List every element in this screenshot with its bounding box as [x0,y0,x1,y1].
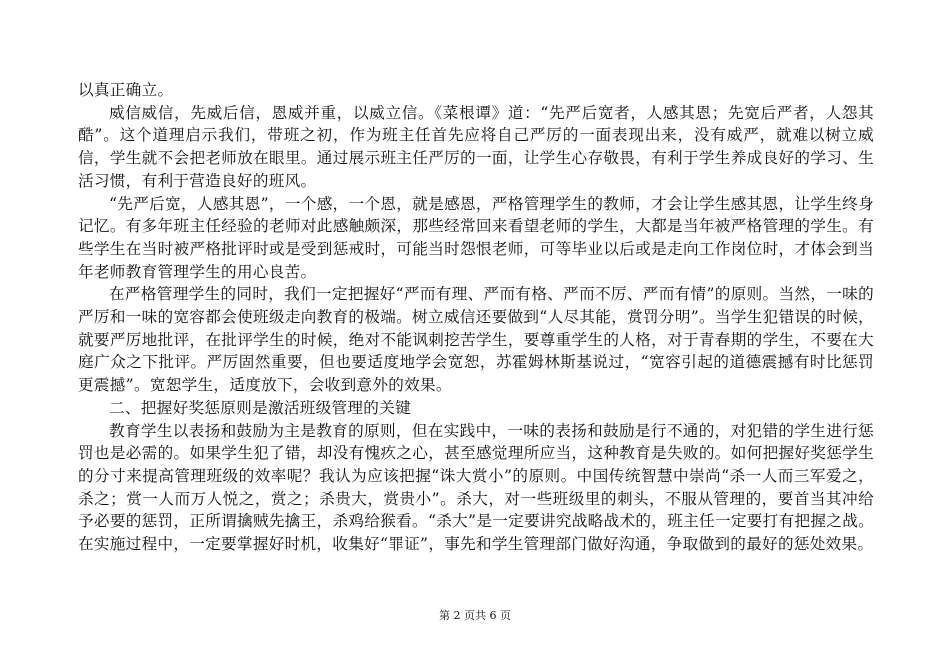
paragraph-principles: 在严格管理学生的同时，我们一定把握好“严而有理、严而有格、严而不厉、严而有情”的原则。当然，一味的严厉和一味的宽容都会使班级走向教育的极端。树立威信还要做到“人尽其能，赏罚分明”。当学生犯错误的时候，就要严厉地批评，在批评学生的时候，绝对不能讽刺挖苦学生，要尊重学生的人格，对于青春期的学生，不要在大庭广众之下批评。严厉固然重要，但也要适度地学会宽恕，苏霍姆林斯基说过，“宽容引起的道德震撼有时比惩罚更震撼”。宽恕学生，适度放下，会收到意外的效果。 [78,285,874,395]
section-heading: 二、把握好奖惩原则是激活班级管理的关键 [109,398,411,417]
paragraph-gratitude: “先严后宽，人感其恩”，一个感，一个恩，就是感恩，严格管理学生的教师，才会让学生感其恩，让学生终身记忆。有多年班主任经验的老师对此感触颇深，那些经常回来看望老师的学生，大都是当年被严格管理的学生。有些学生在当时被严格批评时或是受到惩戒时，可能当时怨恨老师，可等毕业以后或是走向工作岗位时，才体会到当年老师教育管理学生的用心良苦。 [78,194,874,281]
document-body [78,79,874,556]
paragraph-reward-punishment: 教育学生以表扬和鼓励为主是教育的原则，但在实践中，一味的表扬和鼓励是行不通的，对犯错的学生进行惩罚也是必需的。如果学生犯了错，却没有愧疚之心，甚至感觉理所应当，这种教育是失败的。如何把握好奖惩学生的分寸来提高管理班级的效率呢？我认为应该把握“诛大赏小”的原则。中国传统智慧中崇尚“杀一人而三军爱之，杀之；赏一人而万人悦之，赏之；杀贵大，赏贵小”。杀大，对一些班级里的刺头，不服从管理的，要首当其冲给予必要的惩罚，正所谓擒贼先擒王，杀鸡给猴看。“杀大”是一定要讲究战略战术的，班主任一定要打有把握之战。在实施过程中，一定要掌握好时机，收集好“罪证”，事先和学生管理部门做好沟通，争取做到的最好的惩处效果。 [78,421,874,554]
page-footer: 第 2 页共 6 页 [439,609,511,622]
paragraph-prestige: 威信威信，先威后信，恩威并重，以威立信。《菜根谭》道：“先严后宽者，人感其恩；先宽后严者，人怨其酷”。这个道理启示我们，带班之初，作为班主任首先应将自己严厉的一面表现出来，没有威严，就难以树立威信，学生就不会把老师放在眼里。通过展示班主任严厉的一面，让学生心存敬畏，有利于学生养成良好的学习、生活习惯，有利于营造良好的班风。 [78,103,874,190]
paragraph-continuation: 以真正确立。 [78,81,174,99]
